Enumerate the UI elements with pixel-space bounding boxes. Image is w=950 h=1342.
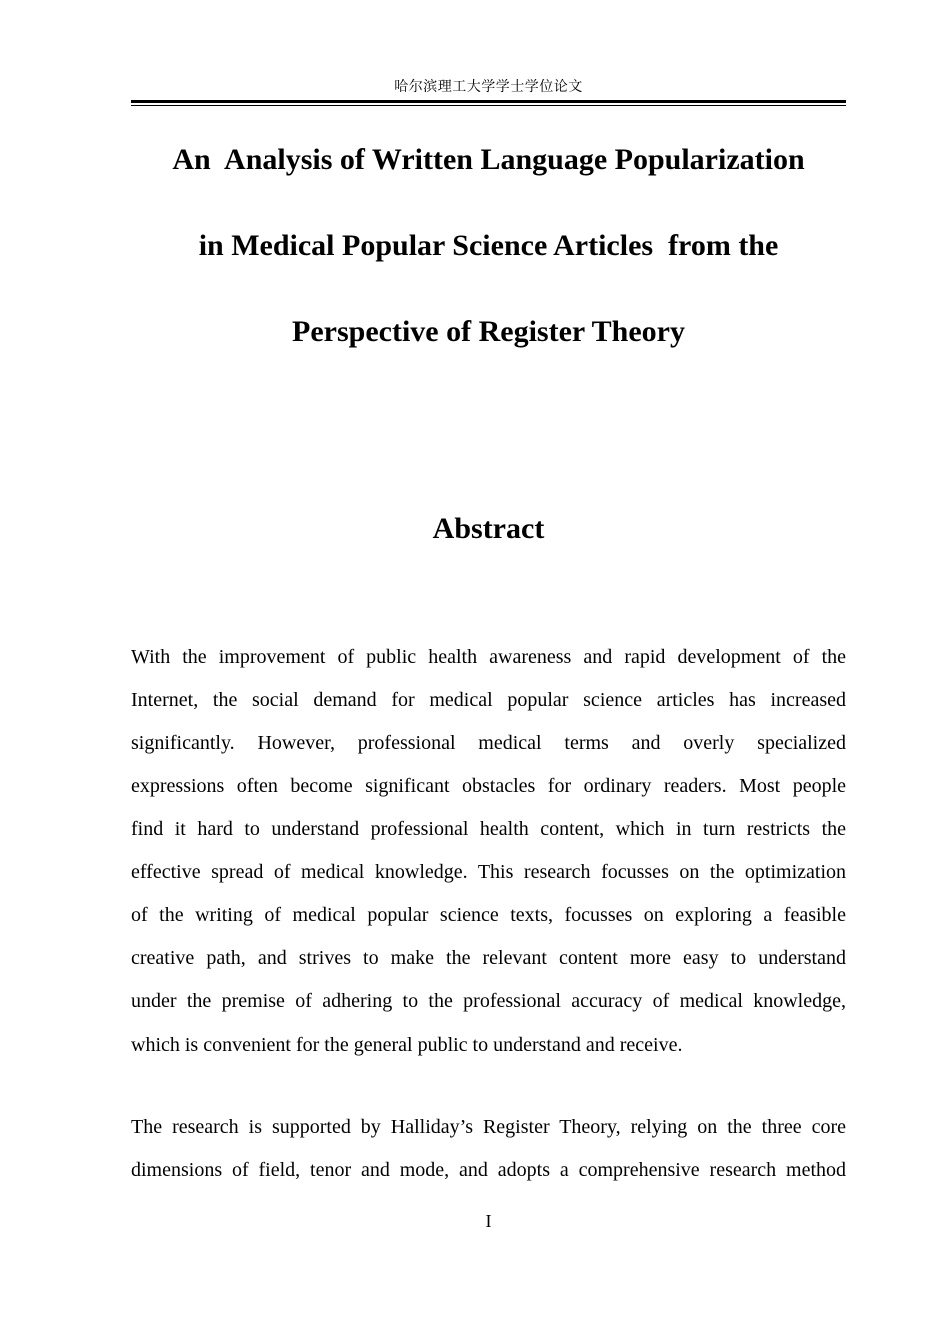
paragraph-line: of the writing of medical popular science texts, focusses on exploring a feasible xyxy=(131,904,846,926)
thesis-title-line-3: Perspective of Register Theory xyxy=(292,315,685,348)
header-rule-thin xyxy=(131,105,846,106)
header-rule-thick xyxy=(131,100,846,103)
paragraph-line: under the premise of adhering to the professional accuracy of medical knowledge, xyxy=(131,990,846,1012)
abstract-heading: Abstract xyxy=(432,512,545,545)
paragraph-line: The research is supported by Halliday’s Register Theory, relying on the three core xyxy=(131,1116,846,1138)
paragraph-line: significantly. However, professional medical terms and overly specialized xyxy=(131,732,846,754)
paragraph-line: expressions often become significant obstacles for ordinary readers. Most people xyxy=(131,775,846,797)
paragraph-line: which is convenient for the general public to understand and receive. xyxy=(131,1034,683,1056)
paragraph-line: Internet, the social demand for medical popular science articles has increased xyxy=(131,689,846,711)
paragraph-line: With the improvement of public health awareness and rapid development of the xyxy=(131,646,846,668)
paragraph-line: dimensions of field, tenor and mode, and adopts a comprehensive research method xyxy=(131,1159,846,1181)
paragraph-line: find it hard to understand professional health content, which in turn restricts the xyxy=(131,818,846,840)
paragraph-line: effective spread of medical knowledge. This research focusses on the optimization xyxy=(131,861,846,883)
running-header: 哈尔滨理工大学学士学位论文 xyxy=(394,80,583,95)
paragraph-line: creative path, and strives to make the relevant content more easy to understand xyxy=(131,947,846,969)
thesis-title-line-1: An Analysis of Written Language Popularization xyxy=(172,143,805,176)
page-number: I xyxy=(485,1211,492,1231)
thesis-title-line-2: in Medical Popular Science Articles from the xyxy=(198,229,779,262)
